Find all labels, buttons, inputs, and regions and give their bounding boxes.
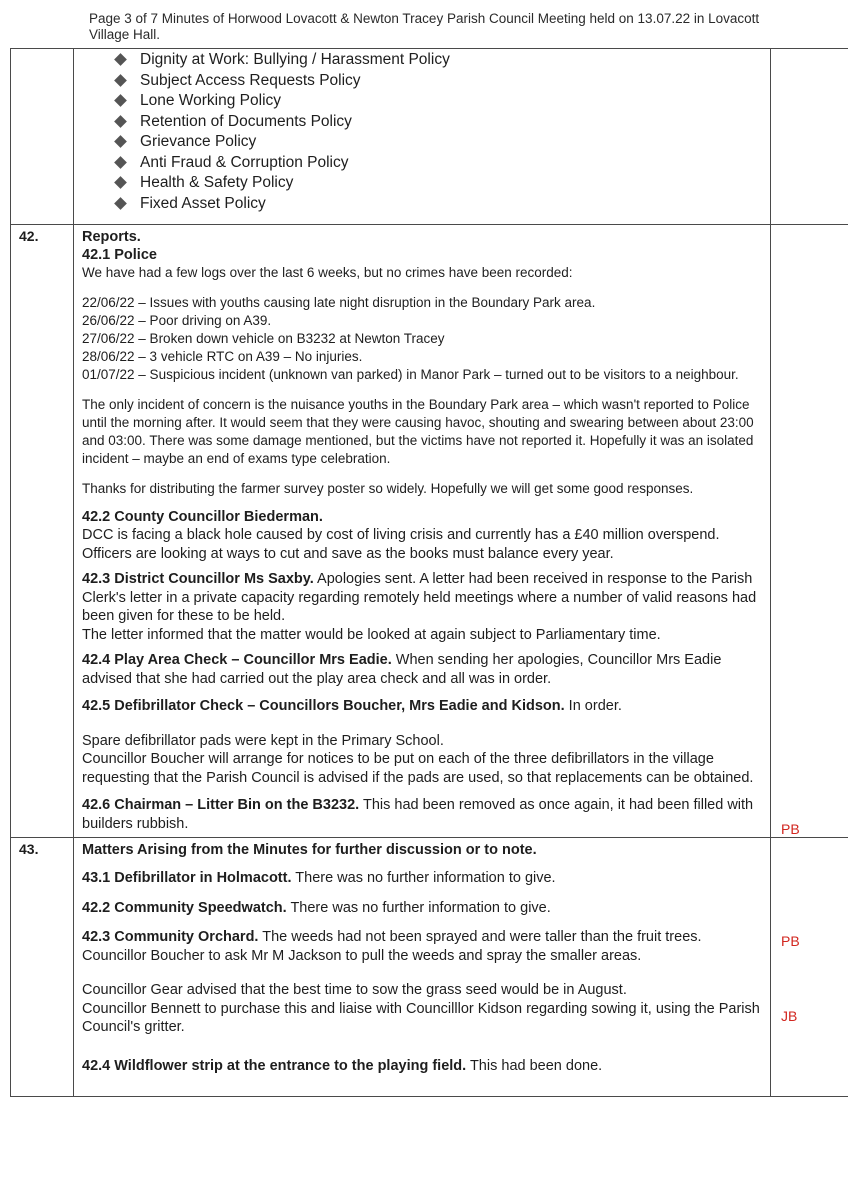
diamond-bullet-icon: [114, 115, 127, 128]
log-entry: 22/06/22 – Issues with youths causing late night disruption in the Boundary Park area.: [82, 295, 596, 310]
section-heading: 42.2 Community Speedwatch.: [82, 899, 287, 916]
section-heading: 42.4 Wildflower strip at the entrance to the playing field.: [82, 1057, 467, 1074]
action-cell: [771, 225, 848, 838]
list-item: Anti Fraud & Corruption Policy: [112, 153, 762, 174]
section-text: DCC is facing a black hole caused by cost of living crisis and currently has a £40 million overspend. Officers are looking at ways to cut and save as the books must balance every year.: [82, 527, 720, 562]
log-entry: 26/06/22 – Poor driving on A39.: [82, 313, 272, 328]
section-text: The letter informed that the matter would be looked at again subject to Parliamentary time.: [82, 626, 661, 643]
pads-text: Spare defibrillator pads were kept in the Primary School.: [82, 732, 444, 749]
action-cell: [771, 49, 848, 225]
section-42-3: [82, 570, 762, 644]
section-text: In order.: [564, 698, 622, 714]
action-initials: PB: [781, 933, 800, 949]
diamond-bullet-icon: [114, 53, 127, 66]
section-text: There was no further information to give.: [291, 870, 556, 886]
section-42-2: [82, 508, 762, 563]
item-number: 43.: [11, 838, 74, 1097]
list-item: Dignity at Work: Bullying / Harassment Policy: [112, 50, 762, 71]
section-text: This had been removed as once again, it had been filled with builders rubbish.: [82, 797, 754, 832]
section-text: This had been done.: [466, 1057, 603, 1074]
police-concern: The only incident of concern is the nuisance youths in the Boundary Park area – which wasn't reported to Police until the morning after. It would seem that they were causing havoc, shouting and swearing between about 23:00 and 03:00. There was some damage mentioned, but the victims have not reported it. Hopefully it was an isolated incident – maybe an end of exams type celebration.: [82, 397, 754, 466]
police-heading: 42.1 Police: [82, 247, 157, 263]
section-title: Reports.: [82, 229, 141, 245]
section-heading: 43.1 Defibrillator in Holmacott.: [82, 870, 292, 886]
section-heading: 42.5 Defibrillator Check – Councillors Boucher, Mrs Eadie and Kidson.: [82, 698, 565, 714]
policies-cell: [74, 49, 771, 225]
section-43-4: [82, 1057, 762, 1076]
action-cell: [771, 838, 848, 1097]
item-number-cell: [11, 49, 74, 225]
list-item: Lone Working Policy: [112, 91, 762, 112]
action-initials: JB: [781, 1008, 798, 1024]
policy-list: [82, 50, 762, 214]
item-42-row: [11, 225, 848, 838]
section-text: When sending her apologies, Councillor Mrs Eadie advised that she had carried out the play area check and all was in order.: [82, 652, 722, 687]
defib-pads: [82, 732, 762, 788]
section-heading: 42.6 Chairman – Litter Bin on the B3232.: [82, 797, 360, 813]
grass-text: Councillor Bennett to purchase this and liaise with Councilllor Kidson regarding sowing it, using the Parish Council's gritter.: [82, 1000, 760, 1035]
section-text: There was no further information to give.: [286, 899, 551, 916]
log-entry: 27/06/22 – Broken down vehicle on B3232 at Newton Tracey: [82, 331, 445, 346]
list-item: Retention of Documents Policy: [112, 112, 762, 133]
item-43-row: [11, 838, 848, 1097]
minutes-table: [10, 48, 848, 1097]
section-42-6: [82, 796, 762, 833]
log-entry: 01/07/22 – Suspicious incident (unknown van parked) in Manor Park – turned out to be visitors to a neighbour.: [82, 367, 739, 382]
grass-seed: [82, 981, 762, 1037]
section-title: Matters Arising from the Minutes for further discussion or to note.: [82, 842, 537, 858]
section-heading: 42.3 District Councillor Ms Saxby.: [82, 571, 314, 587]
page-header: Page 3 of 7 Minutes of Horwood Lovacott & Newton Tracey Parish Council Meeting held on 13.07.22 in Lovacott Village Hall.: [89, 11, 760, 42]
list-item: Health & Safety Policy: [112, 173, 762, 194]
police-thanks: Thanks for distributing the farmer survey poster so widely. Hopefully we will get some good responses.: [82, 481, 694, 496]
list-item: Subject Access Requests Policy: [112, 71, 762, 92]
list-item: Fixed Asset Policy: [112, 194, 762, 215]
diamond-bullet-icon: [114, 176, 127, 189]
grass-text: Councillor Gear advised that the best time to sow the grass seed would be in August.: [82, 982, 627, 998]
section-43-3: [82, 928, 762, 965]
action-initials: PB: [781, 821, 800, 837]
matters-cell: [74, 838, 771, 1097]
section-42-4: [82, 651, 762, 688]
section-text: Apologies sent. A letter had been received in response to the Parish Clerk's letter in a private capacity regarding remotely held meetings where a number of valid reasons had been given for these to be held.: [82, 571, 757, 624]
list-item: Grievance Policy: [112, 132, 762, 153]
diamond-bullet-icon: [114, 74, 127, 87]
section-heading: 42.3 Community Orchard.: [82, 929, 259, 945]
section-heading: 42.4 Play Area Check – Councillor Mrs Eadie.: [82, 652, 392, 668]
diamond-bullet-icon: [114, 156, 127, 169]
log-entry: 28/06/22 – 3 vehicle RTC on A39 – No injuries.: [82, 349, 363, 364]
pads-text: Councillor Boucher will arrange for notices to be put on each of the three defibrillators in the village requesting that the Parish Council is advised if the pads are used, so that replacements can be obtained.: [82, 751, 754, 786]
section-heading: 42.2 County Councillor Biederman.: [82, 509, 323, 525]
police-intro: We have had a few logs over the last 6 weeks, but no crimes have been recorded:: [82, 265, 573, 280]
section-text: The weeds had not been sprayed and were taller than the fruit trees. Councillor Boucher to ask Mr M Jackson to pull the weeds and spray the smaller areas.: [82, 929, 702, 964]
diamond-bullet-icon: [114, 135, 127, 148]
diamond-bullet-icon: [114, 94, 127, 107]
section-42-5: [82, 697, 762, 716]
section-43-1: [82, 869, 762, 888]
item-number: 42.: [11, 225, 74, 838]
reports-cell: [74, 225, 771, 838]
section-43-2: [82, 899, 762, 918]
diamond-bullet-icon: [114, 197, 127, 210]
policies-row: [11, 49, 848, 225]
